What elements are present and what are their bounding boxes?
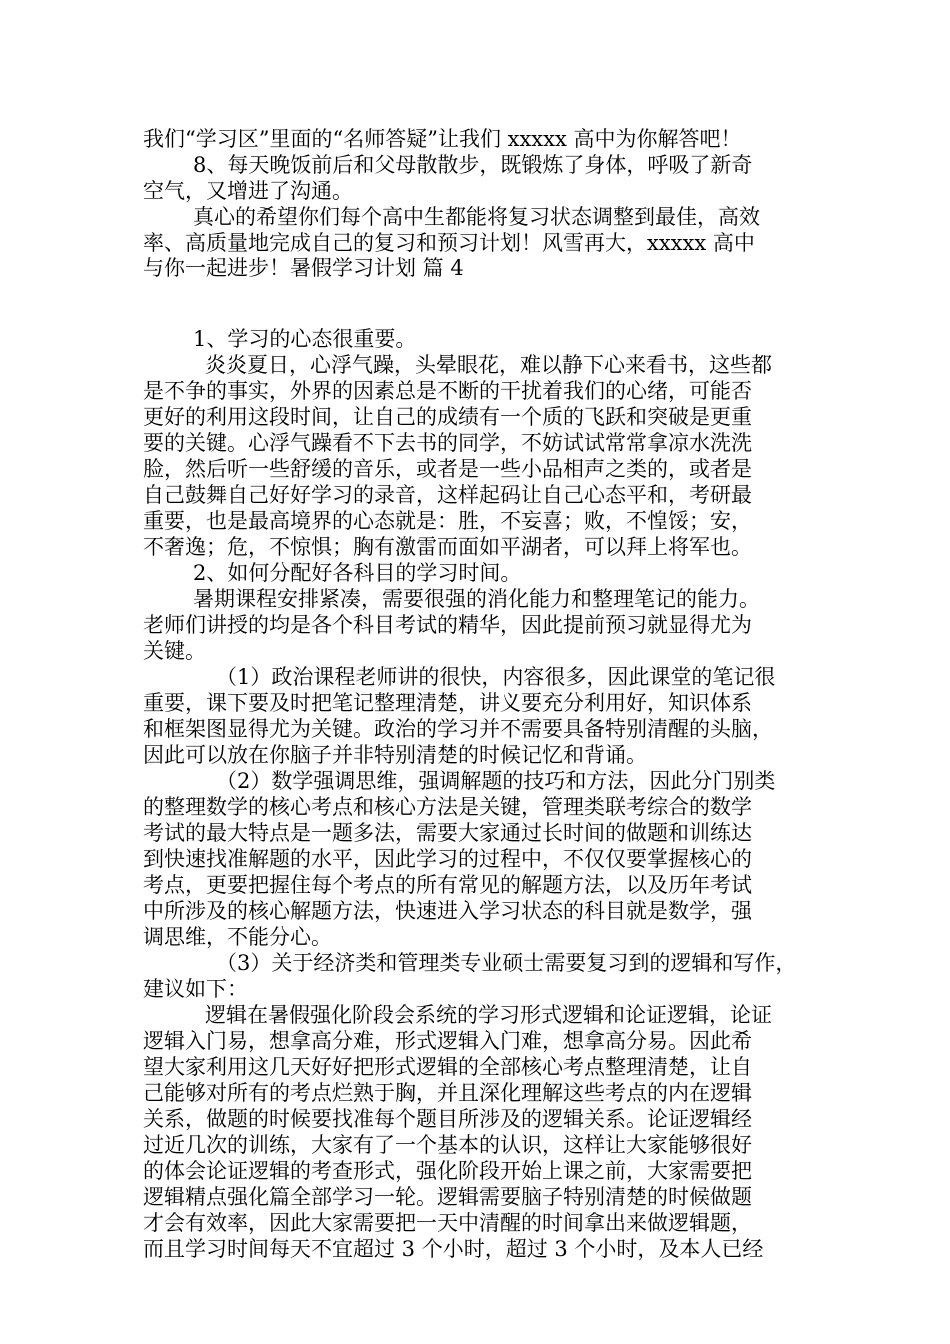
text-line: 关系，做题的时候要找准每个题目所涉及的逻辑关系。论证逻辑经 xyxy=(143,1107,752,1131)
text-line: （2）数学强调思维，强调解题的技巧和方法，因此分门别类 xyxy=(216,769,776,793)
text-line: 真心的希望你们每个高中生都能将复习状态调整到最佳，高效 xyxy=(193,205,760,229)
text-line: 炎炎夏日，心浮气躁，头晕眼花，难以静下心来看书，这些都 xyxy=(205,353,772,377)
text-line: 暑期课程安排紧凑，需要很强的消化能力和整理笔记的能力。 xyxy=(193,587,760,611)
text-line: 到快速找准解题的水平，因此学习的过程中，不仅仅要掌握核心的 xyxy=(143,847,752,871)
text-line: 更好的利用这段时间，让自己的成绩有一个质的飞跃和突破是更重 xyxy=(143,405,752,429)
text-line: 逻辑精点强化篇全部学习一轮。逻辑需要脑子特别清楚的时候做题 xyxy=(143,1185,752,1209)
text-line: 过近几次的训练，大家有了一个基本的认识，这样让大家能够很好 xyxy=(143,1133,752,1157)
text-line: 要的关键。心浮气躁看不下去书的同学，不妨试试常常拿凉水洗洗 xyxy=(143,431,752,455)
text-line: 而且学习时间每天不宜超过 3 个小时，超过 3 个小时，及本人已经 xyxy=(143,1237,764,1261)
text-line: 我们“学习区”里面的“名师答疑”让我们 xxxxx 高中为你解答吧！ xyxy=(143,127,742,151)
text-line: 与你一起进步！暑假学习计划 篇 4 xyxy=(143,256,464,280)
text-line: 因此可以放在你脑子并非特别清楚的时候记忆和背诵。 xyxy=(143,743,647,767)
text-line: 和框架图显得尤为关键。政治的学习并不需要具备特别清醒的头脑， xyxy=(143,717,773,741)
text-line: 己能够对所有的考点烂熟于胸，并且深化理解这些考点的内在逻辑 xyxy=(143,1081,752,1105)
section-heading: 1、学习的心态很重要。 xyxy=(193,327,417,351)
text-line: 不奢逸；危，不惊惧；胸有激雷而面如平湖者，可以拜上将军也。 xyxy=(143,535,752,559)
text-line: 关键。 xyxy=(143,639,206,663)
text-line: 建议如下： xyxy=(143,977,248,1001)
text-line: 望大家利用这几天好好把形式逻辑的全部核心考点整理清楚，让自 xyxy=(143,1055,752,1079)
text-line: 的体会论证逻辑的考查形式，强化阶段开始上课之前，大家需要把 xyxy=(143,1159,752,1183)
text-line: 脸，然后听一些舒缓的音乐，或者是一些小品相声之类的，或者是 xyxy=(143,457,752,481)
text-line: 中所涉及的核心解题方法，快速进入学习状态的科目就是数学，强 xyxy=(143,899,752,923)
text-line: 8、每天晚饭前后和父母散散步，既锻炼了身体，呼吸了新奇 xyxy=(193,153,753,177)
text-line: 的整理数学的核心考点和核心方法是关键，管理类联考综合的数学 xyxy=(143,795,752,819)
text-line: 调思维，不能分心。 xyxy=(143,925,332,949)
text-line: （1）政治课程老师讲的很快，内容很多，因此课堂的笔记很 xyxy=(216,665,776,689)
text-line: 自己鼓舞自己好好学习的录音，这样起码让自己心态平和，考研最 xyxy=(143,483,752,507)
text-line: 率、高质量地完成自己的复习和预习计划！风雪再大，xxxxx 高中 xyxy=(143,231,755,255)
text-line: 老师们讲授的均是各个科目考试的精华，因此提前预习就显得尤为 xyxy=(143,613,752,637)
text-line: （3）关于经济类和管理类专业硕士需要复习到的逻辑和写作， xyxy=(216,951,797,975)
text-line: 考点，更要把握住每个考点的所有常见的解题方法，以及历年考试 xyxy=(143,873,752,897)
text-line: 空气，又增进了沟通。 xyxy=(143,179,353,203)
text-line: 重要，课下要及时把笔记整理清楚，讲义要充分利用好，知识体系 xyxy=(143,691,752,715)
text-line: 才会有效率，因此大家需要把一天中清醒的时间拿出来做逻辑题， xyxy=(143,1211,752,1235)
text-line: 逻辑在暑假强化阶段会系统的学习形式逻辑和论证逻辑，论证 xyxy=(205,1003,772,1027)
text-line: 考试的最大特点是一题多法，需要大家通过长时间的做题和训练达 xyxy=(143,821,752,845)
section-heading: 2、如何分配好各科目的学习时间。 xyxy=(193,561,522,585)
text-line: 是不争的事实，外界的因素总是不断的干扰着我们的心绪，可能否 xyxy=(143,379,752,403)
text-line: 重要，也是最高境界的心态就是：胜，不妄喜；败，不惶馁；安， xyxy=(143,509,752,533)
text-line: 逻辑入门易，想拿高分难，形式逻辑入门难，想拿高分易。因此希 xyxy=(143,1029,752,1053)
